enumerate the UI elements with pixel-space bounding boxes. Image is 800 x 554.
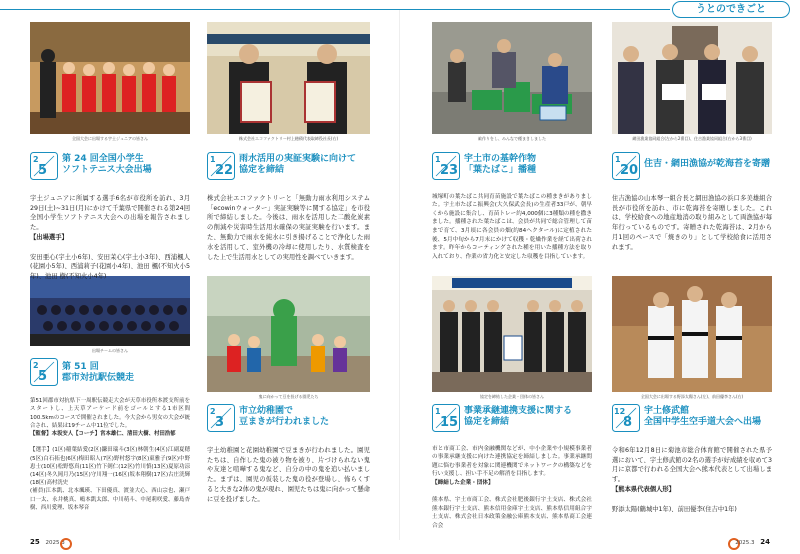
date-month: 1 <box>435 407 441 416</box>
date-day: 22 <box>215 163 234 178</box>
article-sub-title: 【締結した企業・団体】 <box>432 479 494 486</box>
article-sub-title: 【監督】本坂安人【コーチ】宮本雄仁、清田大樹、村田浩郁 <box>30 431 176 438</box>
article-headline: 第 24 回全国小学生 ソフトテニス大会出場 <box>62 154 152 175</box>
date-badge <box>432 404 460 432</box>
caption-rainwater: 株式会社エコファクトリー村上穂積代表取締役社長(右) <box>238 136 339 141</box>
date-month: 2 <box>210 407 216 416</box>
city-logo-icon <box>60 535 72 547</box>
date-day: 8 <box>623 415 633 430</box>
page-number-left: 25 <box>30 538 40 546</box>
caption-tobacco: 畝作りをし、みんなで種まきしました <box>478 136 546 141</box>
page-number-right: 24 <box>760 538 770 546</box>
date-day: 5 <box>38 369 48 384</box>
date-day: 23 <box>440 163 459 178</box>
article-sub-body: 野添太陽(鶴城中1年)、前田優李(住吉中1年) <box>612 505 737 513</box>
article-headline: 市立幼稚園で 豆まきが行われました <box>239 406 330 427</box>
date-month: 12 <box>614 407 626 416</box>
article-headline: 宇土市の基幹作物 「葉たばこ」播種 <box>464 154 537 175</box>
article-sub-body: 【選手】(1区)稲葉結愛(2区)鎌田瑞斗(3区)林朝生(4区)江副夏穂(5区)白石拓也(6区)梅田昭人(7区)野村悠宇(8区)東雅子(9区)中野恵士(10区)松野悠真(11区)竹下剣仁(12区)竹川慎(13区)夏原功涼(14区)冬久岡月乃(15区)守川翔一(16区)坂本翔樹(17区)古庄洸輝(18区)高村洸史 (補員)江本凱、北本颯瑛、下田優真、渡並大心、西山宗也、瀬戸口一太、永井桃真、嶋本凱太郎、中川萌斗、中尾莉咲愛、藤島杏樹、西川愛理、坂本琴音 <box>30 447 190 511</box>
photo-karate <box>612 276 772 392</box>
article-headline: 宇土修武館 全国中学生空手道大会へ出場 <box>644 406 762 427</box>
date-month: 2 <box>33 361 39 370</box>
section-title: うとのできごと <box>672 1 790 18</box>
article-headline: 雨水活用の実証実験に向けて 協定を締結 <box>239 154 357 175</box>
footer-right <box>735 538 770 546</box>
article-headline: 第 51 回 郡市対抗駅伝競走 <box>62 362 135 383</box>
header-rule <box>0 9 670 10</box>
date-badge <box>432 152 460 180</box>
article-body <box>612 184 772 272</box>
issue-right: 2025.3 <box>735 540 755 546</box>
article-body-text: 住吉漁協の山本琴一組合長と網田漁協の浜口多美雄組合長が市役所を訪れ、市に乾海苔を寄贈しました。これは、学校給食への地産地消の取り組みとして両漁協が毎年行っているものです。寄贈された乾海苔は、2月から月1回のペースで「焼きのり」として学校給食に活用されます。 <box>612 194 772 251</box>
article-body-text: 宇土幼稚園と花園幼稚園で豆まきが行われました。園児たちは、自作した鬼の被り物を被り、片づけられない鬼や友達と喧嘩する鬼など、自分の中の鬼を追い払いました。まずは、園児の仮装した鬼の役が登場し、怖らくすると大きな2体の鬼が現れ、園児たちは鬼に向かって懸命に豆を投げました。 <box>207 446 370 503</box>
article-sub-title: 【出場選手】 <box>30 233 68 241</box>
caption-ekiden: 出場チームの皆さん <box>92 348 128 353</box>
article-body-text: 令和6年12月8日に菊池市総合体育館で開催された県予選において、宇土修武館の2名の選手が好成績を収めて3月に京都で行われる全国大会へ熊本代表として出場します。 <box>612 446 772 484</box>
photo-succession-agreement <box>432 276 592 392</box>
date-badge <box>30 152 58 180</box>
article-body <box>432 436 592 536</box>
article-body <box>30 184 190 281</box>
article-sub-body: 安田亜心(宇土小6年)、安田茉心(宇土小3年)、西浦楓人(花園小5年)、西浦莉子(花園小4年)、池田 楓(不知火小5年)、池田 樹(不知火小4年) <box>30 253 190 281</box>
caption-karate: 全国大会に出場する野添太陽さん(左)、前田優李さん(右) <box>640 394 744 399</box>
caption-tennis: 全国大会に出場する宇土ジュニアの皆さん <box>72 136 148 141</box>
article-body <box>207 436 370 526</box>
article-body <box>207 184 370 274</box>
photo-rainwater-agreement <box>207 22 370 134</box>
date-day: 20 <box>620 163 639 178</box>
date-badge <box>207 152 235 180</box>
article-body-text: 城塚町の葉たばこ共同育苗施設で葉たばこの種まきがありました。宇土市たばこ振興会(大久保武会長)の生産者33戸が、朝早くから施設に集合し、育苗トレー約4,000個に3種類の種を撒きました。播種された葉たばこは、会員が共同で総合管理して苗まで育て、3月頃に各会員の畑(約84ヘクタール)に定植された後、5月中旬から7月末にかけて収穫・乾燥作業を経て出荷されます。昨年からコーティングされた種を用いた播種方法を取り入れており、作業の省力化と安定した収穫を目指しています。 <box>432 193 592 260</box>
date-month: 1 <box>435 155 441 164</box>
date-badge <box>207 404 235 432</box>
date-badge <box>612 152 640 180</box>
article-body <box>432 184 592 272</box>
photo-tobacco-seeding <box>432 22 592 134</box>
date-month: 1 <box>210 155 216 164</box>
photo-setsubun <box>207 276 370 392</box>
caption-nori: 網田漁業協同組合(左から2番目)、住吉漁業協同組合(右から3番目) <box>632 136 752 141</box>
article-body-text: 宇土ジュニアに所属する選手6名が市役所を訪れ、3月29日(土)~31日(月)にかけて千葉県で開催される第24回全国小学生ソフトテニス大会への出場を報告されました。 <box>30 194 190 232</box>
photo-nori-donation <box>612 22 772 134</box>
photo-tennis-team <box>30 22 190 134</box>
header-band <box>0 0 800 18</box>
caption-setsubun: 鬼に向かって豆を投げる園児たち <box>258 394 319 399</box>
date-month: 2 <box>33 155 39 164</box>
date-day: 3 <box>215 415 225 430</box>
date-badge <box>30 358 58 386</box>
date-day: 15 <box>440 415 459 430</box>
date-day: 5 <box>38 163 48 178</box>
article-body <box>612 436 772 526</box>
page-gutter <box>399 10 400 540</box>
caption-succession: 協定を締結した企業・団体の皆さん <box>480 394 544 399</box>
article-sub-title: 【熊本県代表個人形】 <box>612 485 675 493</box>
article-sub-body: 熊本県、宇土市商工会、株式会社肥後銀行宇土支店、株式会社熊本銀行宇土支店、熊本信用金庫宇土支店、熊本県信用組合宇土支店、株式会社日本政策金融公庫熊本支店、熊本県商工会連合会 <box>432 497 592 529</box>
article-body-text: 株式会社エコファクトリーと「無動力雨水利用システム「ecowinウォーター」実証実験等に関する協定」を市役所で締結しました。今後は、雨水を活用した二酸化炭素の削減や災害時生活用水確保の実証実験を行います。また、無動力で雨水を純水に引き揚げることで浄化した雨水を活用して、室外機の冷却に使用したり、水質検査をした上で生活用水としての実用性を調べていきます。 <box>207 194 370 261</box>
article-headline: 事業承継連携支援に関する 協定を締結 <box>464 406 573 427</box>
date-badge <box>612 404 640 432</box>
issue-left: 2025.3 <box>45 540 65 546</box>
date-month: 1 <box>615 155 621 164</box>
article-body-text: 第51回郡市対抗県下一周駅伝競走大会が天草市役所本渡支所前をスタートし、上天草アーケード前をゴールとする1市区間100.5kmのコースで開催されました。今大会から男女の大会が統合され、結果は19チーム中11位でした。 <box>30 398 190 429</box>
article-body <box>30 389 190 537</box>
article-body-text: 市と市商工会、市内金融機関などが、中小企業や小規模事業者の事業承継支援に向けた連携協定を締結しました。事業承継問題に悩む事業者を対象に関連機関でネットワークの構築などを行い支援し、担い手不足の解消を目指します。 <box>432 445 592 478</box>
article-headline: 住吉・網田漁協が乾海苔を寄贈 <box>644 159 771 169</box>
